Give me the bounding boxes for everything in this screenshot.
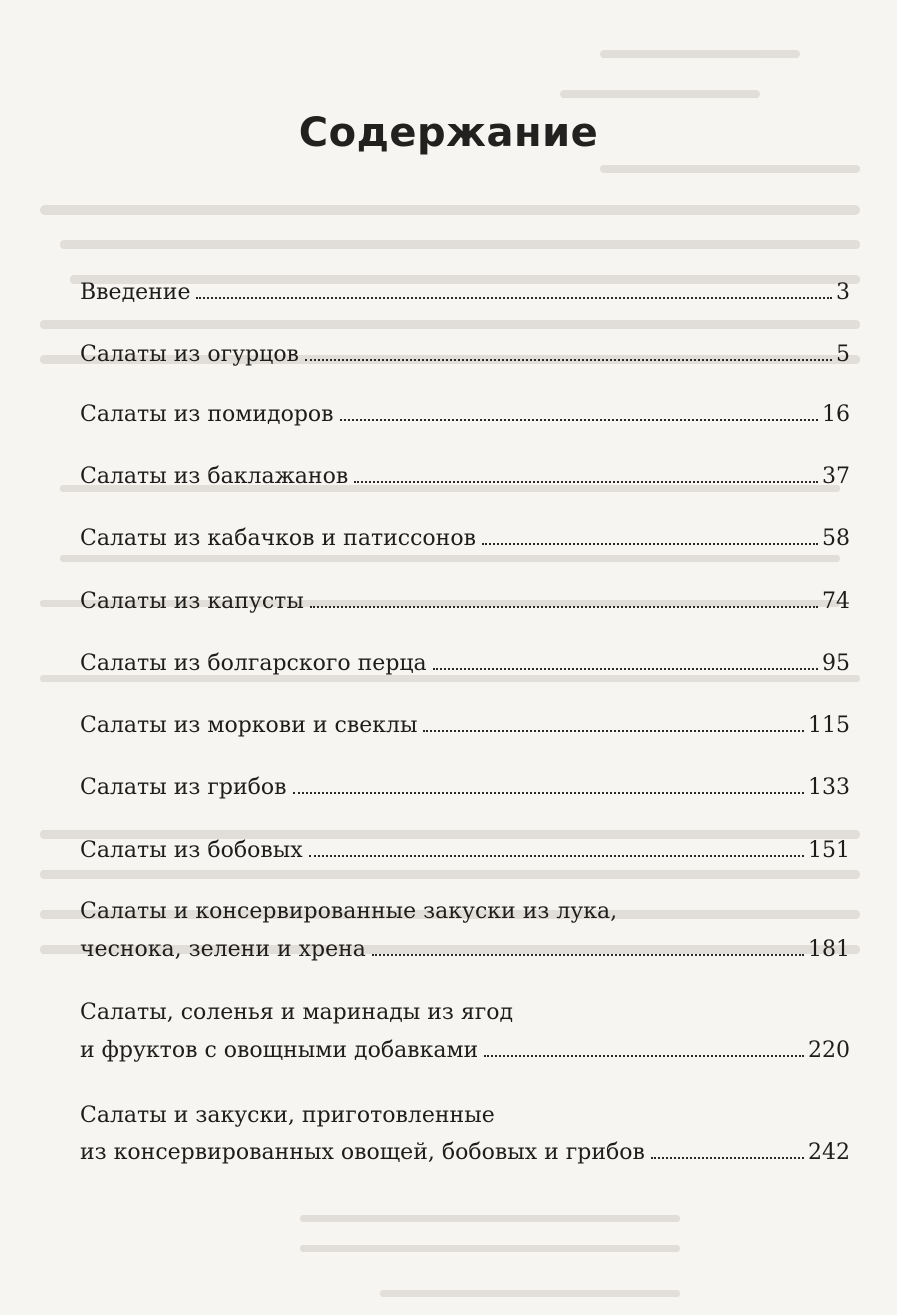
dot-leader: [305, 358, 832, 361]
toc-entry-label-line1: Салаты и закуски, приготовленные: [80, 1103, 495, 1128]
toc-entry-label-line1: Салаты, соленья и маринады из ягод: [80, 1000, 514, 1025]
toc-page-number: 151: [808, 838, 850, 863]
toc-entry: [80, 711, 850, 741]
toc-page-number: 115: [808, 713, 850, 738]
toc-entry-label: Салаты из грибов: [80, 775, 287, 800]
toc-entry-label: Салаты из огурцов: [80, 342, 299, 367]
toc-entry-label: Салаты из баклажанов: [80, 464, 349, 489]
toc-entry-label: Салаты из моркови и свеклы: [80, 713, 418, 738]
dot-leader: [372, 953, 804, 956]
toc-entry: [80, 340, 850, 370]
toc-entry-label: Салаты из болгарского перца: [80, 651, 427, 676]
toc-page-number: 5: [836, 342, 850, 367]
toc-entry-label: Салаты из кабачков и патиссонов: [80, 526, 476, 551]
toc-entry: [80, 649, 850, 679]
toc-entry: [80, 278, 850, 308]
toc-entry-label: из консервированных овощей, бобовых и грибов: [80, 1140, 645, 1165]
toc-entry: [80, 524, 850, 554]
toc-page-number: 95: [822, 651, 850, 676]
toc-entry: [80, 462, 850, 492]
dot-leader: [309, 854, 804, 857]
dot-leader: [482, 542, 818, 545]
dot-leader: [196, 296, 832, 299]
dot-leader: [340, 418, 818, 421]
toc-entry: [80, 587, 850, 617]
toc-page-number: 3: [836, 280, 850, 305]
toc-entry: [80, 935, 850, 965]
page-title: Содержание: [298, 110, 599, 156]
dot-leader: [433, 667, 818, 670]
toc-entry: [80, 836, 850, 866]
toc-page-number: 220: [808, 1038, 850, 1063]
toc-page-number: 181: [808, 937, 850, 962]
toc-entry-label-line1: Салаты и консервированные закуски из лука,: [80, 899, 618, 924]
toc-entry: [80, 773, 850, 803]
dot-leader: [354, 480, 818, 483]
toc-entry-label: Салаты из помидоров: [80, 402, 334, 427]
toc-entry: [80, 1036, 850, 1066]
toc-entry-label: Салаты из капусты: [80, 589, 304, 614]
dot-leader: [423, 729, 804, 732]
toc-page-number: 242: [808, 1140, 850, 1165]
toc-page-number: 37: [822, 464, 850, 489]
toc-page-number: 16: [822, 402, 850, 427]
toc-page-number: 58: [822, 526, 850, 551]
dot-leader: [484, 1054, 804, 1057]
dot-leader: [651, 1156, 804, 1159]
dot-leader: [310, 605, 818, 608]
toc-entry-label: Введение: [80, 280, 191, 305]
toc-page-number: 74: [822, 589, 850, 614]
toc-entry: [80, 400, 850, 430]
toc-entry: [80, 1138, 850, 1168]
toc-entry-label: чеснока, зелени и хрена: [80, 937, 366, 962]
toc-page-number: 133: [808, 775, 850, 800]
dot-leader: [293, 791, 804, 794]
toc-entry-label: Салаты из бобовых: [80, 838, 303, 863]
toc-entry-label: и фруктов с овощными добавками: [80, 1038, 479, 1063]
